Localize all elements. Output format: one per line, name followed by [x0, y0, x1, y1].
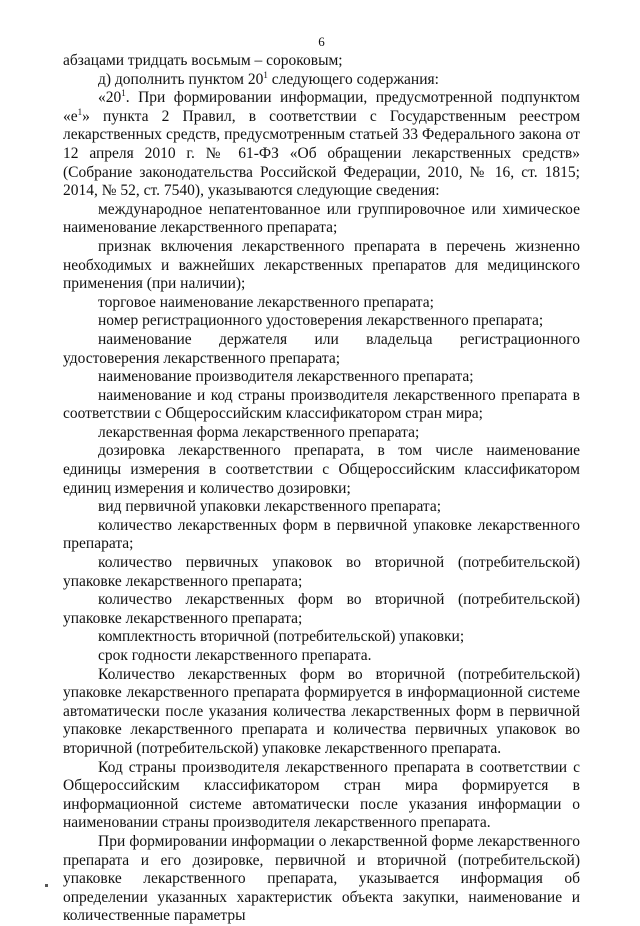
paragraph: количество лекарственных форм во вторичной (потребительской) упаковке лекарственного препарата;: [63, 591, 580, 627]
paragraph: наименование и код страны производителя лекарственного препарата в соответствии с Общероссийским классификатором стран мира;: [63, 386, 580, 423]
document-body: [63, 52, 580, 926]
paragraph: комплектность вторичной (потребительской) упаковки;: [98, 628, 465, 646]
paragraph: [63, 71, 580, 90]
paragraph: наименование производителя лекарственного препарата;: [98, 368, 474, 386]
text-run: » пункта 2 Правил, в соответствии с Государственным реестром лекарственных средств, предусмотренным статьей 33 Федерального закона от 12 апреля 2010 г. № 61-ФЗ «Об обращении лекарственных средств» (Собрание законодательства Российской Федерации, 2010, № 16, ст. 1815; 2014, № 52, ст. 7540), указываются следующие сведения:: [63, 107, 580, 200]
paragraph: Код страны производителя лекарственного препарата в соответствии с Общероссийским классификатором стран мира формируется в информационной системе автоматически после указания информации о наименовании страны производителя лекарственного препарата.: [63, 758, 580, 832]
superscript: 1: [121, 88, 126, 99]
paragraph: срок годности лекарственного препарата.: [98, 647, 372, 664]
paragraph: При формировании информации о лекарственной форме лекарственного препарата и его дозировке, первичной и вторичной (потребительской) упаковке лекарственного препарата, указывается информация об определении указанных характеристик объекта закупки, наименование и количественные параметры: [63, 832, 580, 925]
paragraph: количество первичных упаковок во вторичной (потребительской) упаковке лекарственного препарата;: [63, 554, 580, 590]
paragraph: Количество лекарственных форм во вторичной (потребительской) упаковке лекарственного препарата формируется в информационной системе автоматически после указания количества лекарственных форм в первичной упаковке лекарственного препарата и количества первичных упаковок во вторичной (потребительской) упаковке лекарственного препарата.: [63, 665, 580, 757]
paragraph: дозировка лекарственного препарата, в том числе наименование единицы измерения в соответствии с Общероссийским классификатором единиц измерения и количество дозировки;: [63, 442, 580, 497]
paragraph: номер регистрационного удостоверения лекарственного препарата;: [98, 312, 544, 330]
text-run: . При формировании информации, предусмотренной подпунктом «е: [63, 89, 580, 125]
paragraph: международное непатентованное или группировочное или химическое наименование лекарственного препарата;: [63, 200, 580, 237]
superscript: 1: [77, 106, 83, 117]
paragraph: лекарственная форма лекарственного препарата;: [98, 423, 420, 441]
paragraph: вид первичной упаковки лекарственного препарата;: [98, 498, 442, 516]
text-run: д) дополнить пунктом 20: [98, 70, 264, 88]
paragraph: абзацами тридцать восьмым – сороковым;: [63, 52, 343, 69]
paragraph: торговое наименование лекарственного препарата;: [98, 293, 434, 311]
page-number: 6: [318, 34, 325, 49]
paragraph: наименование держателя или владельца регистрационного удостоверения лекарственного препарата;: [63, 330, 580, 367]
paragraph: [63, 89, 580, 201]
paragraph: признак включения лекарственного препарата в перечень жизненно необходимых и важнейших лекарственных препаратов для медицинского применения (при наличии);: [63, 237, 580, 293]
scan-speck: [45, 884, 48, 887]
text-run: «20: [98, 89, 122, 107]
paragraph: количество лекарственных форм в первичной упаковке лекарственного препарата;: [63, 516, 580, 553]
text-run: следующего содержания:: [267, 70, 439, 88]
superscript: 1: [263, 69, 268, 80]
